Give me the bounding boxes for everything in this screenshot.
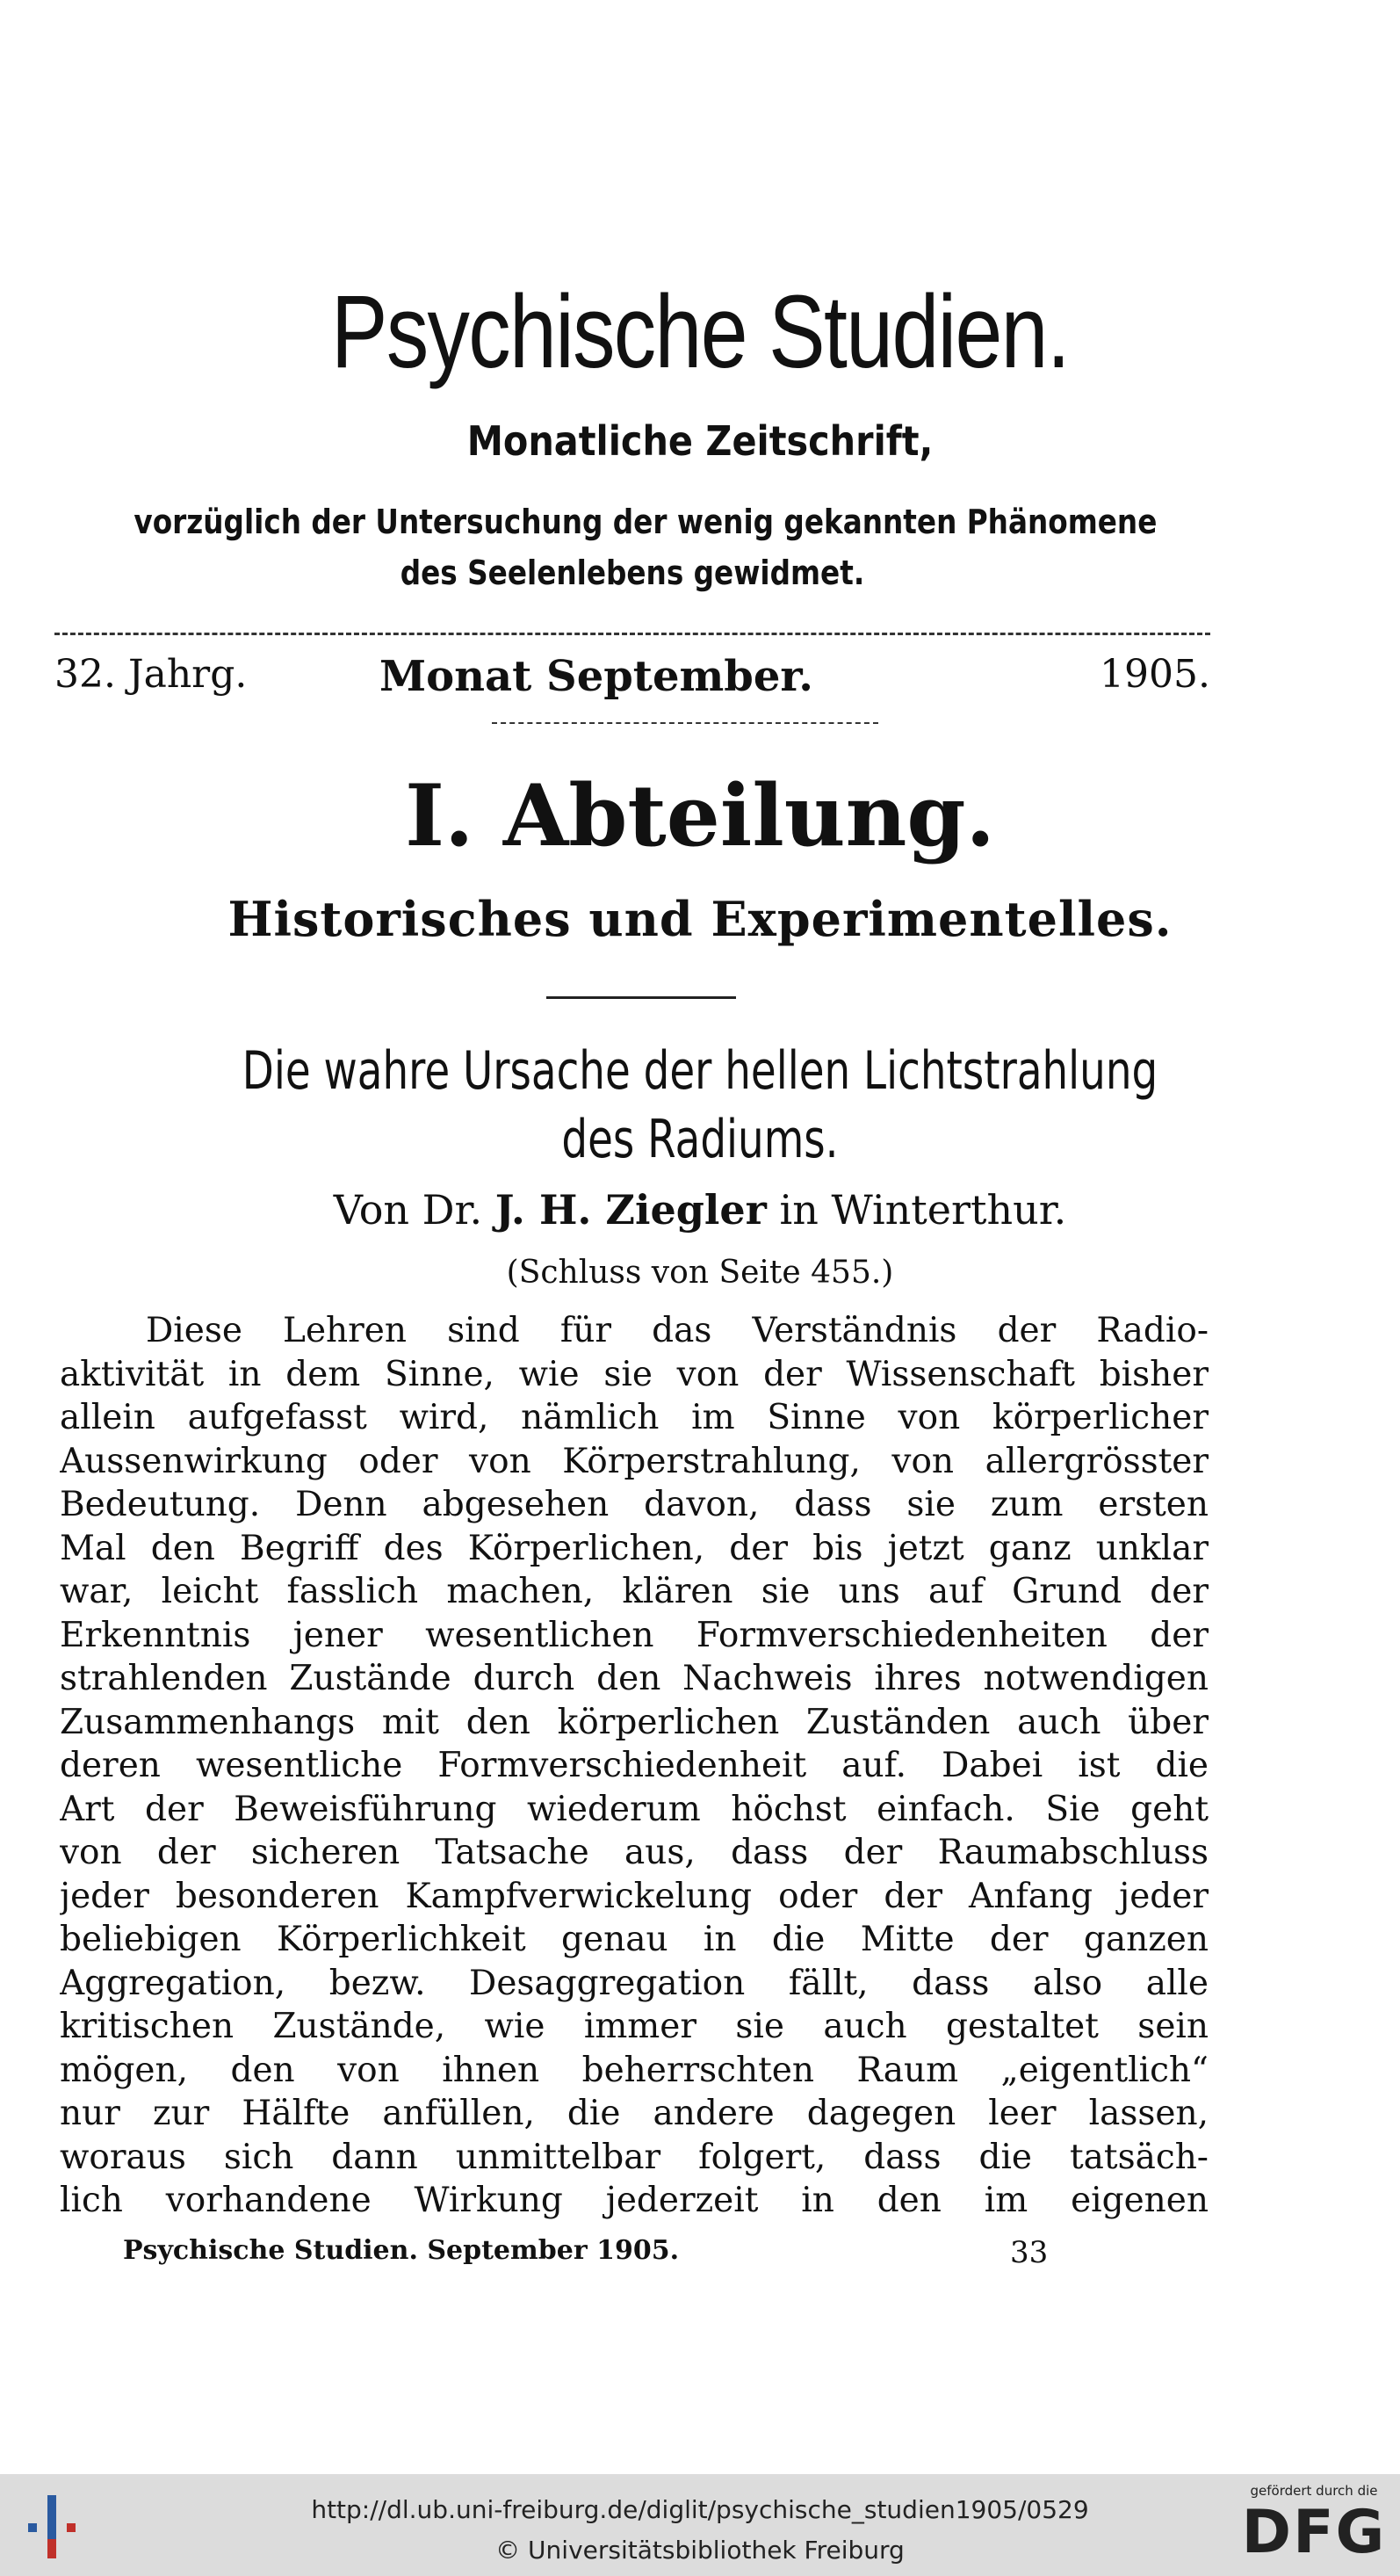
body-line: mögen, den von ihnen beherrschten Raum „eigentlich“ xyxy=(60,2050,1209,2090)
body-line: strahlenden Zustände durch den Nachweis ihres notwendigen xyxy=(60,1659,1209,1698)
body-line: lich vorhandene Wirkung jederzeit in den im eigenen xyxy=(60,2181,1209,2220)
page-number: 33 xyxy=(1010,2235,1049,2270)
article-byline xyxy=(0,1186,1400,1234)
issue-year: 1905. xyxy=(1100,652,1210,697)
body-line: deren wesentliche Formverschiedenheit auf. Dabei ist die xyxy=(60,1746,1209,1785)
body-line: Diese Lehren sind für das Verständnis der Radio- xyxy=(146,1311,1209,1350)
body-line: Zusammenhangs mit den körperlichen Zuständen auch über xyxy=(60,1702,1209,1742)
body-line: kritischen Zustände, wie immer sie auch gestaltet sein xyxy=(60,2007,1209,2046)
header-rule-top xyxy=(54,633,1210,635)
issue-volume: 32. Jahrg. xyxy=(54,652,248,697)
article-title-line1: Die wahre Ursache der hellen Lichtstrahlung xyxy=(242,1040,1158,1102)
article-continuation-note: (Schluss von Seite 455.) xyxy=(506,1255,894,1291)
journal-description-line1: vorzüglich der Untersuchung der wenig gekannten Phänomene xyxy=(134,503,1158,541)
header-rule-bottom xyxy=(492,722,878,724)
section-heading: I. Abteilung. xyxy=(405,766,995,865)
body-line: woraus sich dann unmittelbar folgert, dass die tatsäch- xyxy=(60,2137,1209,2177)
byline-suffix: in Winterthur. xyxy=(779,1186,1067,1234)
document-url-link[interactable]: http://dl.ub.uni-freiburg.de/diglit/psychische_studien1905/0529 xyxy=(311,2495,1089,2524)
body-line: beliebigen Körperlichkeit genau in die Mitte der ganzen xyxy=(60,1920,1209,1959)
body-line: aktivität in dem Sinne, wie sie von der Wissenschaft bisher xyxy=(60,1354,1209,1394)
copyright-notice: © Universitätsbibliothek Freiburg xyxy=(495,2536,905,2565)
body-line: allein aufgefasst wird, nämlich im Sinne von körperlicher xyxy=(60,1398,1209,1437)
body-line: von der sicheren Tatsache aus, dass der Raumabschluss xyxy=(60,1833,1209,1872)
body-line: Erkenntnis jener wesentlichen Formverschiedenheiten der xyxy=(60,1615,1209,1655)
body-line: Aussenwirkung oder von Körperstrahlung, von allergrösster xyxy=(60,1441,1209,1481)
section-subheading: Historisches und Experimentelles. xyxy=(227,891,1173,947)
journal-description-line2: des Seelenlebens gewidmet. xyxy=(400,554,865,592)
issue-line xyxy=(54,652,1210,705)
body-line: Art der Beweisführung wiederum höchst einfach. Sie geht xyxy=(60,1789,1209,1829)
journal-title: Psychische Studien. xyxy=(330,274,1070,390)
body-line: nur zur Hälfte anfüllen, die andere dagegen leer lassen, xyxy=(60,2094,1209,2133)
issue-month: Monat September. xyxy=(379,652,813,701)
body-line: Bedeutung. Denn abgesehen davon, dass sie zum ersten xyxy=(60,1485,1209,1524)
running-footer-title: Psychische Studien. September 1905. xyxy=(123,2235,680,2266)
section-divider xyxy=(546,996,736,999)
body-line: war, leicht fasslich machen, klären sie uns auf Grund der xyxy=(60,1572,1209,1611)
dfg-logo: DFG xyxy=(1241,2498,1387,2567)
body-line: jeder besonderen Kampfverwickelung oder der Anfang jeder xyxy=(60,1876,1209,1916)
article-author: J. H. Ziegler xyxy=(494,1186,767,1234)
body-line: Mal den Begriff des Körperlichen, der bis jetzt ganz unklar xyxy=(60,1528,1209,1568)
sponsor-note: gefördert durch die xyxy=(1250,2483,1378,2499)
article-title-line2: des Radiums. xyxy=(561,1109,839,1170)
body-line: Aggregation, bezw. Desaggregation fällt, dass also alle xyxy=(60,1963,1209,2003)
article-body xyxy=(60,1309,1209,2223)
byline-prefix: Von Dr. xyxy=(333,1186,483,1234)
journal-subtitle: Monatliche Zeitschrift, xyxy=(466,417,934,465)
